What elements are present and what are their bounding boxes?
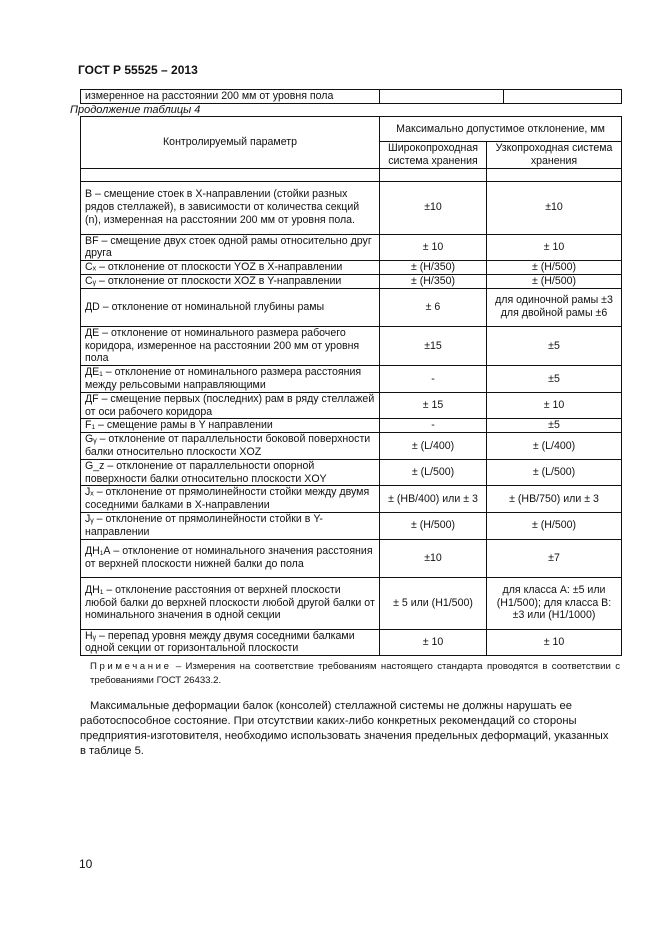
- table-row: [81, 486, 622, 513]
- header-narrow-aisle: Узкопроходная система хранения: [487, 142, 622, 169]
- table-row: [81, 288, 622, 326]
- wide-value-cell: ±10: [380, 181, 487, 234]
- paragraph-line: предприятия-изготовителя, необходимо использовать значения предельных деформаций, указанных: [80, 730, 609, 742]
- wide-value-cell: ± (H/500): [380, 512, 487, 539]
- narrow-value-cell: ± (L/400): [487, 433, 622, 460]
- wide-value-cell: ± (H/350): [380, 261, 487, 275]
- note-label: Примечание: [90, 661, 172, 672]
- table-row: [81, 512, 622, 539]
- param-cell: Jᵧ – отклонение от прямолинейности стойки в Y-направлении: [81, 512, 380, 539]
- table-spacer-cell: [81, 168, 380, 181]
- narrow-value-cell: ± 10: [487, 392, 622, 419]
- table-row: [81, 181, 622, 234]
- body-paragraph: [80, 699, 612, 759]
- narrow-value-cell: ±5: [487, 326, 622, 365]
- table-row: [81, 577, 622, 629]
- param-cell: Gᵧ – отклонение от параллельности боковой поверхности балки относительно плоскости XOZ: [81, 433, 380, 460]
- table-row: [81, 326, 622, 365]
- table-row: [81, 261, 622, 275]
- document-header: ГОСТ Р 55525 – 2013: [78, 63, 198, 77]
- header-wide-aisle: Широкопроходная система хранения: [380, 142, 487, 169]
- wide-value-cell: ±15: [380, 326, 487, 365]
- paragraph-line: Максимальные деформации балок (консолей) стеллажной системы не должны нарушать ее: [90, 700, 572, 712]
- wide-value-cell: -: [380, 419, 487, 433]
- param-cell: ДН₁А – отклонение от номинального значения расстояния от верхней плоскости нижней балки до пола: [81, 539, 380, 577]
- param-cell: Hᵧ – перепад уровня между двумя соседними балками одной секции от горизонтальной плоскости: [81, 629, 380, 656]
- param-cell: F₁ – смещение рамы в Y направлении: [81, 419, 380, 433]
- param-cell: Jₓ – отклонение от прямолинейности стойки между двумя соседними балками в Х-направлении: [81, 486, 380, 513]
- table-cell-param: измеренное на расстоянии 200 мм от уровня пола: [81, 90, 380, 104]
- table-row: [81, 234, 622, 261]
- param-cell: ДD – отклонение от номинальной глубины рамы: [81, 288, 380, 326]
- param-cell: ДЕ – отклонение от номинального размера рабочего коридора, измеренное на расстоянии 200 мм от уровня пола: [81, 326, 380, 365]
- wide-value-cell: -: [380, 366, 487, 393]
- table-spacer-cell: [487, 168, 622, 181]
- paragraph-line: работоспособное состояние. При отсутствии каких-либо конкретных рекомендаций со стороны: [80, 715, 577, 727]
- table-cell-wide: [380, 90, 504, 104]
- note-text: – Измерения на соответствие требованиям настоящего стандарта проводятся в соответствии с требованиями ГОСТ 26433.2.: [90, 661, 620, 686]
- narrow-value-cell: для одиночной рамы ±3 для двойной рамы ±6: [487, 288, 622, 326]
- deviation-table: [80, 116, 622, 656]
- table-row: [81, 459, 622, 486]
- narrow-value-cell: для класса А: ±5 или (H1/500); для класса В: ±3 или (H1/1000): [487, 577, 622, 629]
- wide-value-cell: ± (H/350): [380, 274, 487, 288]
- narrow-value-cell: ±7: [487, 539, 622, 577]
- param-cell: ДF – смещение первых (последних) рам в ряду стеллажей от оси рабочего коридора: [81, 392, 380, 419]
- narrow-value-cell: ± (HB/750) или ± 3: [487, 486, 622, 513]
- param-cell: Cₓ – отклонение от плоскости YOZ в Х-направлении: [81, 261, 380, 275]
- header-max-deviation: Максимально допустимое отклонение, мм: [380, 117, 622, 142]
- param-cell: BF – смещение двух стоек одной рамы относительно друг друга: [81, 234, 380, 261]
- table-row: [81, 392, 622, 419]
- table-row: [81, 90, 622, 104]
- narrow-value-cell: ± 10: [487, 234, 622, 261]
- table-row: [81, 433, 622, 460]
- paragraph-line: в таблице 5.: [80, 745, 144, 757]
- table-row: [81, 274, 622, 288]
- wide-value-cell: ±10: [380, 539, 487, 577]
- table-row: [81, 419, 622, 433]
- narrow-value-cell: ± (H/500): [487, 274, 622, 288]
- param-cell: Cᵧ – отклонение от плоскости XOZ в Y-направлении: [81, 274, 380, 288]
- narrow-value-cell: ±10: [487, 181, 622, 234]
- wide-value-cell: ± 15: [380, 392, 487, 419]
- page-number: 10: [79, 857, 93, 871]
- wide-value-cell: ± (L/500): [380, 459, 487, 486]
- narrow-value-cell: ± (H/500): [487, 261, 622, 275]
- narrow-value-cell: ± (H/500): [487, 512, 622, 539]
- table-row: [81, 539, 622, 577]
- wide-value-cell: ± (HB/400) или ± 3: [380, 486, 487, 513]
- wide-value-cell: ± 10: [380, 234, 487, 261]
- wide-value-cell: ± (L/400): [380, 433, 487, 460]
- wide-value-cell: ± 5 или (H1/500): [380, 577, 487, 629]
- wide-value-cell: ± 6: [380, 288, 487, 326]
- narrow-value-cell: ± 10: [487, 629, 622, 656]
- table-spacer-cell: [380, 168, 487, 181]
- header-param: Контролируемый параметр: [81, 117, 380, 169]
- param-cell: В – смещение стоек в Х-направлении (стойки разных рядов стеллажей), в зависимости от количества секций (n), измеренная на расстоянии 200 мм от уровня пола.: [81, 181, 380, 234]
- param-cell: G_z – отклонение от параллельности опорной поверхности балки относительно плоскости XOY: [81, 459, 380, 486]
- wide-value-cell: ± 10: [380, 629, 487, 656]
- table-row: [81, 629, 622, 656]
- table-cell-narrow: [504, 90, 622, 104]
- table-continued-row: [80, 89, 622, 104]
- param-cell: ДЕ₁ – отклонение от номинального размера расстояния между рельсовыми направляющими: [81, 366, 380, 393]
- narrow-value-cell: ±5: [487, 366, 622, 393]
- table-row: [81, 366, 622, 393]
- param-cell: ДН₁ – отклонение расстояния от верхней плоскости любой балки до верхней плоскости любой другой балки от номинального значения в одной секции: [81, 577, 380, 629]
- narrow-value-cell: ± (L/500): [487, 459, 622, 486]
- table-note: [90, 660, 620, 688]
- narrow-value-cell: ±5: [487, 419, 622, 433]
- table-continuation-caption: Продолжение таблицы 4: [70, 104, 201, 116]
